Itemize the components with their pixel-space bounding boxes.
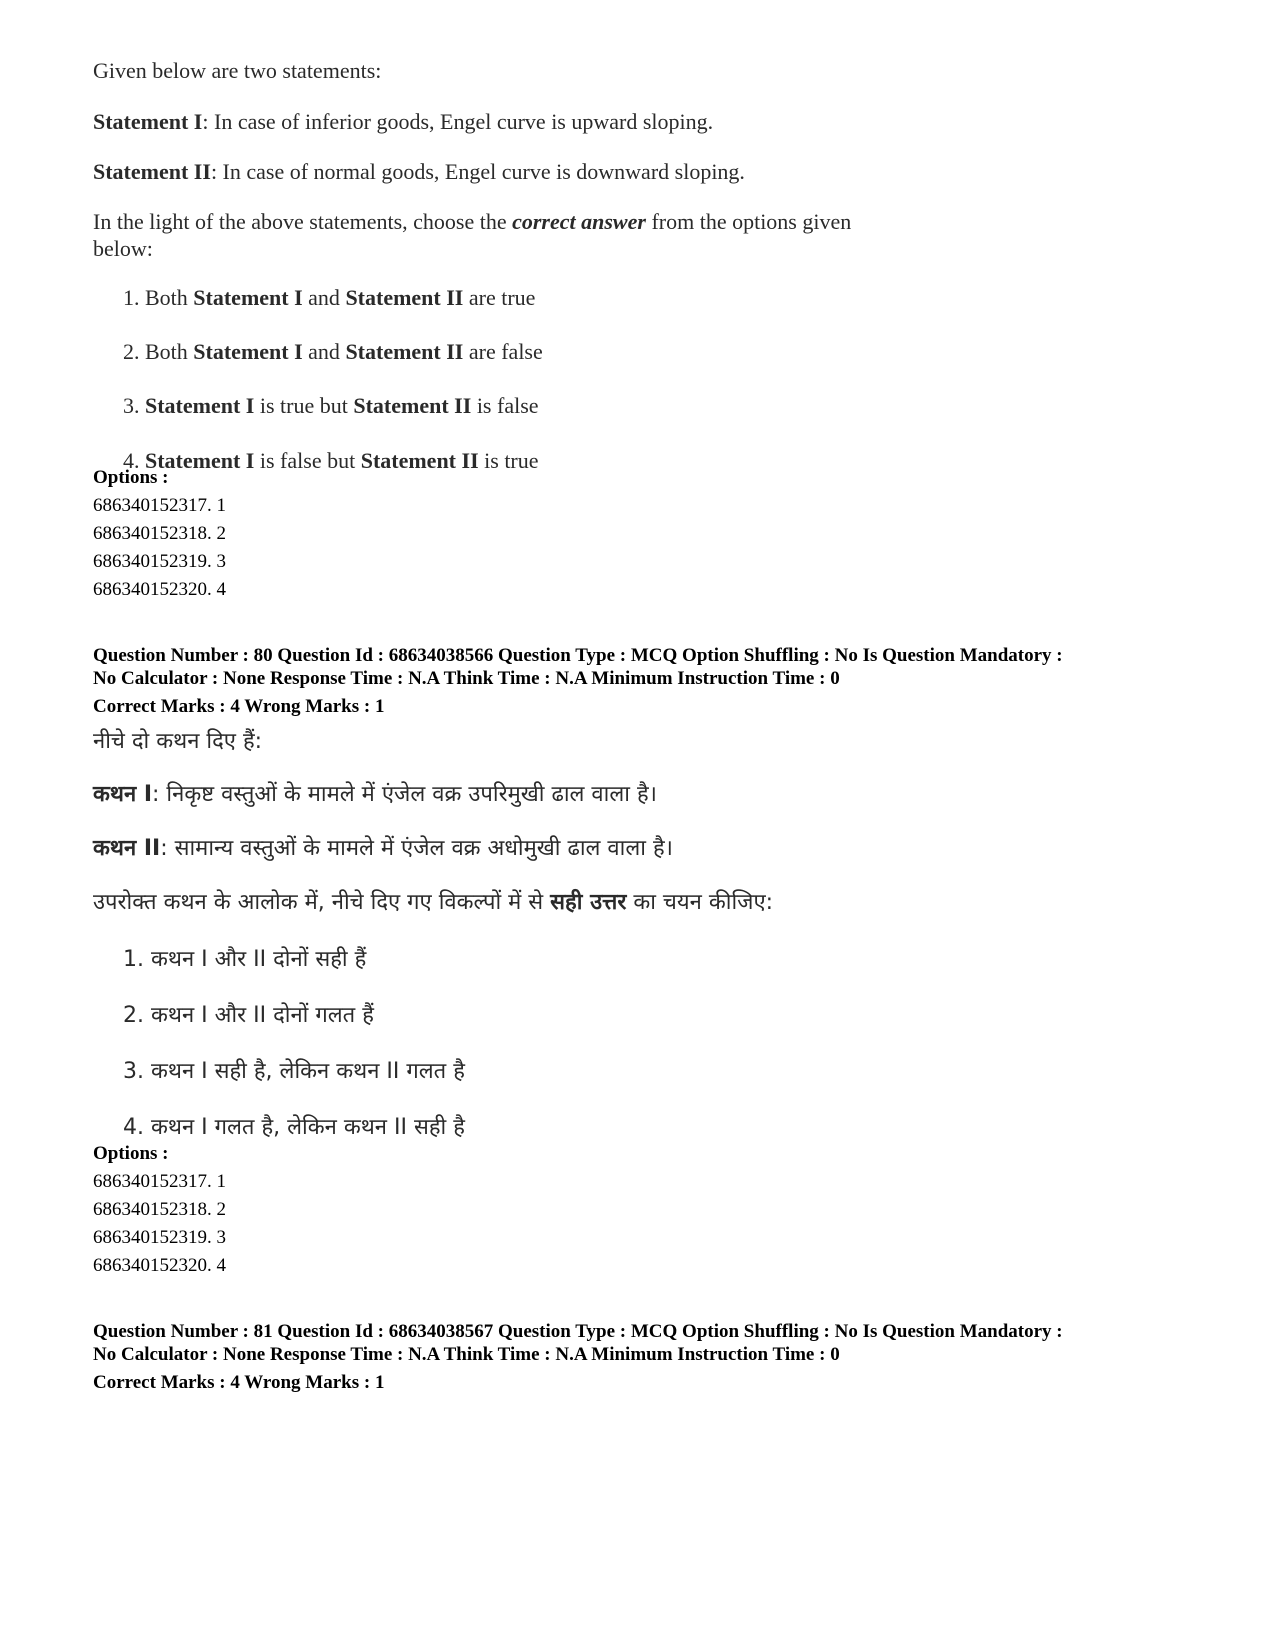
question-meta-line: No Calculator : None Response Time : N.A Think Time : N.A Minimum Instruction Time : 0 (93, 668, 840, 689)
choice-3: 3. कथन I सही है, लेकिन कथन II गलत है (123, 1059, 465, 1084)
question-meta-line: Question Number : 81 Question Id : 68634038567 Question Type : MCQ Option Shuffling : No Is Question Mandatory : (93, 1321, 1063, 1342)
question-marks: Correct Marks : 4 Wrong Marks : 1 (93, 696, 385, 717)
option-id: 686340152317. 1 (93, 495, 226, 516)
choice-1: 1. Both Statement I and Statement II are true (123, 285, 536, 310)
options-label: Options : (93, 467, 169, 488)
statement-2: कथन II: सामान्य वस्तुओं के मामले में एंजेल वक्र अधोमुखी ढाल वाला है। (93, 836, 673, 861)
choice-4: 4. Statement I is false but Statement II is true (123, 448, 539, 473)
option-id: 686340152318. 2 (93, 523, 226, 544)
option-id: 686340152318. 2 (93, 1199, 226, 1220)
question-meta-line: Question Number : 80 Question Id : 68634038566 Question Type : MCQ Option Shuffling : No Is Question Mandatory : (93, 645, 1063, 666)
statement-1: कथन I: निकृष्ट वस्तुओं के मामले में एंजेल वक्र उपरिमुखी ढाल वाला है। (93, 782, 657, 807)
question-intro: नीचे दो कथन दिए हैं: (93, 729, 263, 754)
choice-4: 4. कथन I गलत है, लेकिन कथन II सही है (123, 1115, 465, 1140)
option-id: 686340152317. 1 (93, 1171, 226, 1192)
option-id: 686340152320. 4 (93, 1255, 226, 1276)
choice-3: 3. Statement I is true but Statement II is false (123, 393, 539, 418)
option-id: 686340152319. 3 (93, 1227, 226, 1248)
question-intro: Given below are two statements: (93, 58, 382, 83)
choice-2: 2. Both Statement I and Statement II are false (123, 339, 543, 364)
question-meta-line: No Calculator : None Response Time : N.A Think Time : N.A Minimum Instruction Time : 0 (93, 1344, 840, 1365)
question-instruction: In the light of the above statements, choose the correct answer from the options given below: (93, 209, 852, 261)
question-marks: Correct Marks : 4 Wrong Marks : 1 (93, 1372, 385, 1393)
option-id: 686340152319. 3 (93, 551, 226, 572)
choice-1: 1. कथन I और II दोनों सही हैं (123, 947, 367, 972)
options-label: Options : (93, 1143, 169, 1164)
statement-1: Statement I: In case of inferior goods, Engel curve is upward sloping. (93, 109, 714, 134)
statement-2: Statement II: In case of normal goods, Engel curve is downward sloping. (93, 159, 745, 184)
question-instruction: उपरोक्त कथन के आलोक में, नीचे दिए गए विकल्पों में से सही उत्तर का चयन कीजिए: (93, 890, 774, 915)
choice-2: 2. कथन I और II दोनों गलत हैं (123, 1003, 374, 1028)
option-id: 686340152320. 4 (93, 579, 226, 600)
